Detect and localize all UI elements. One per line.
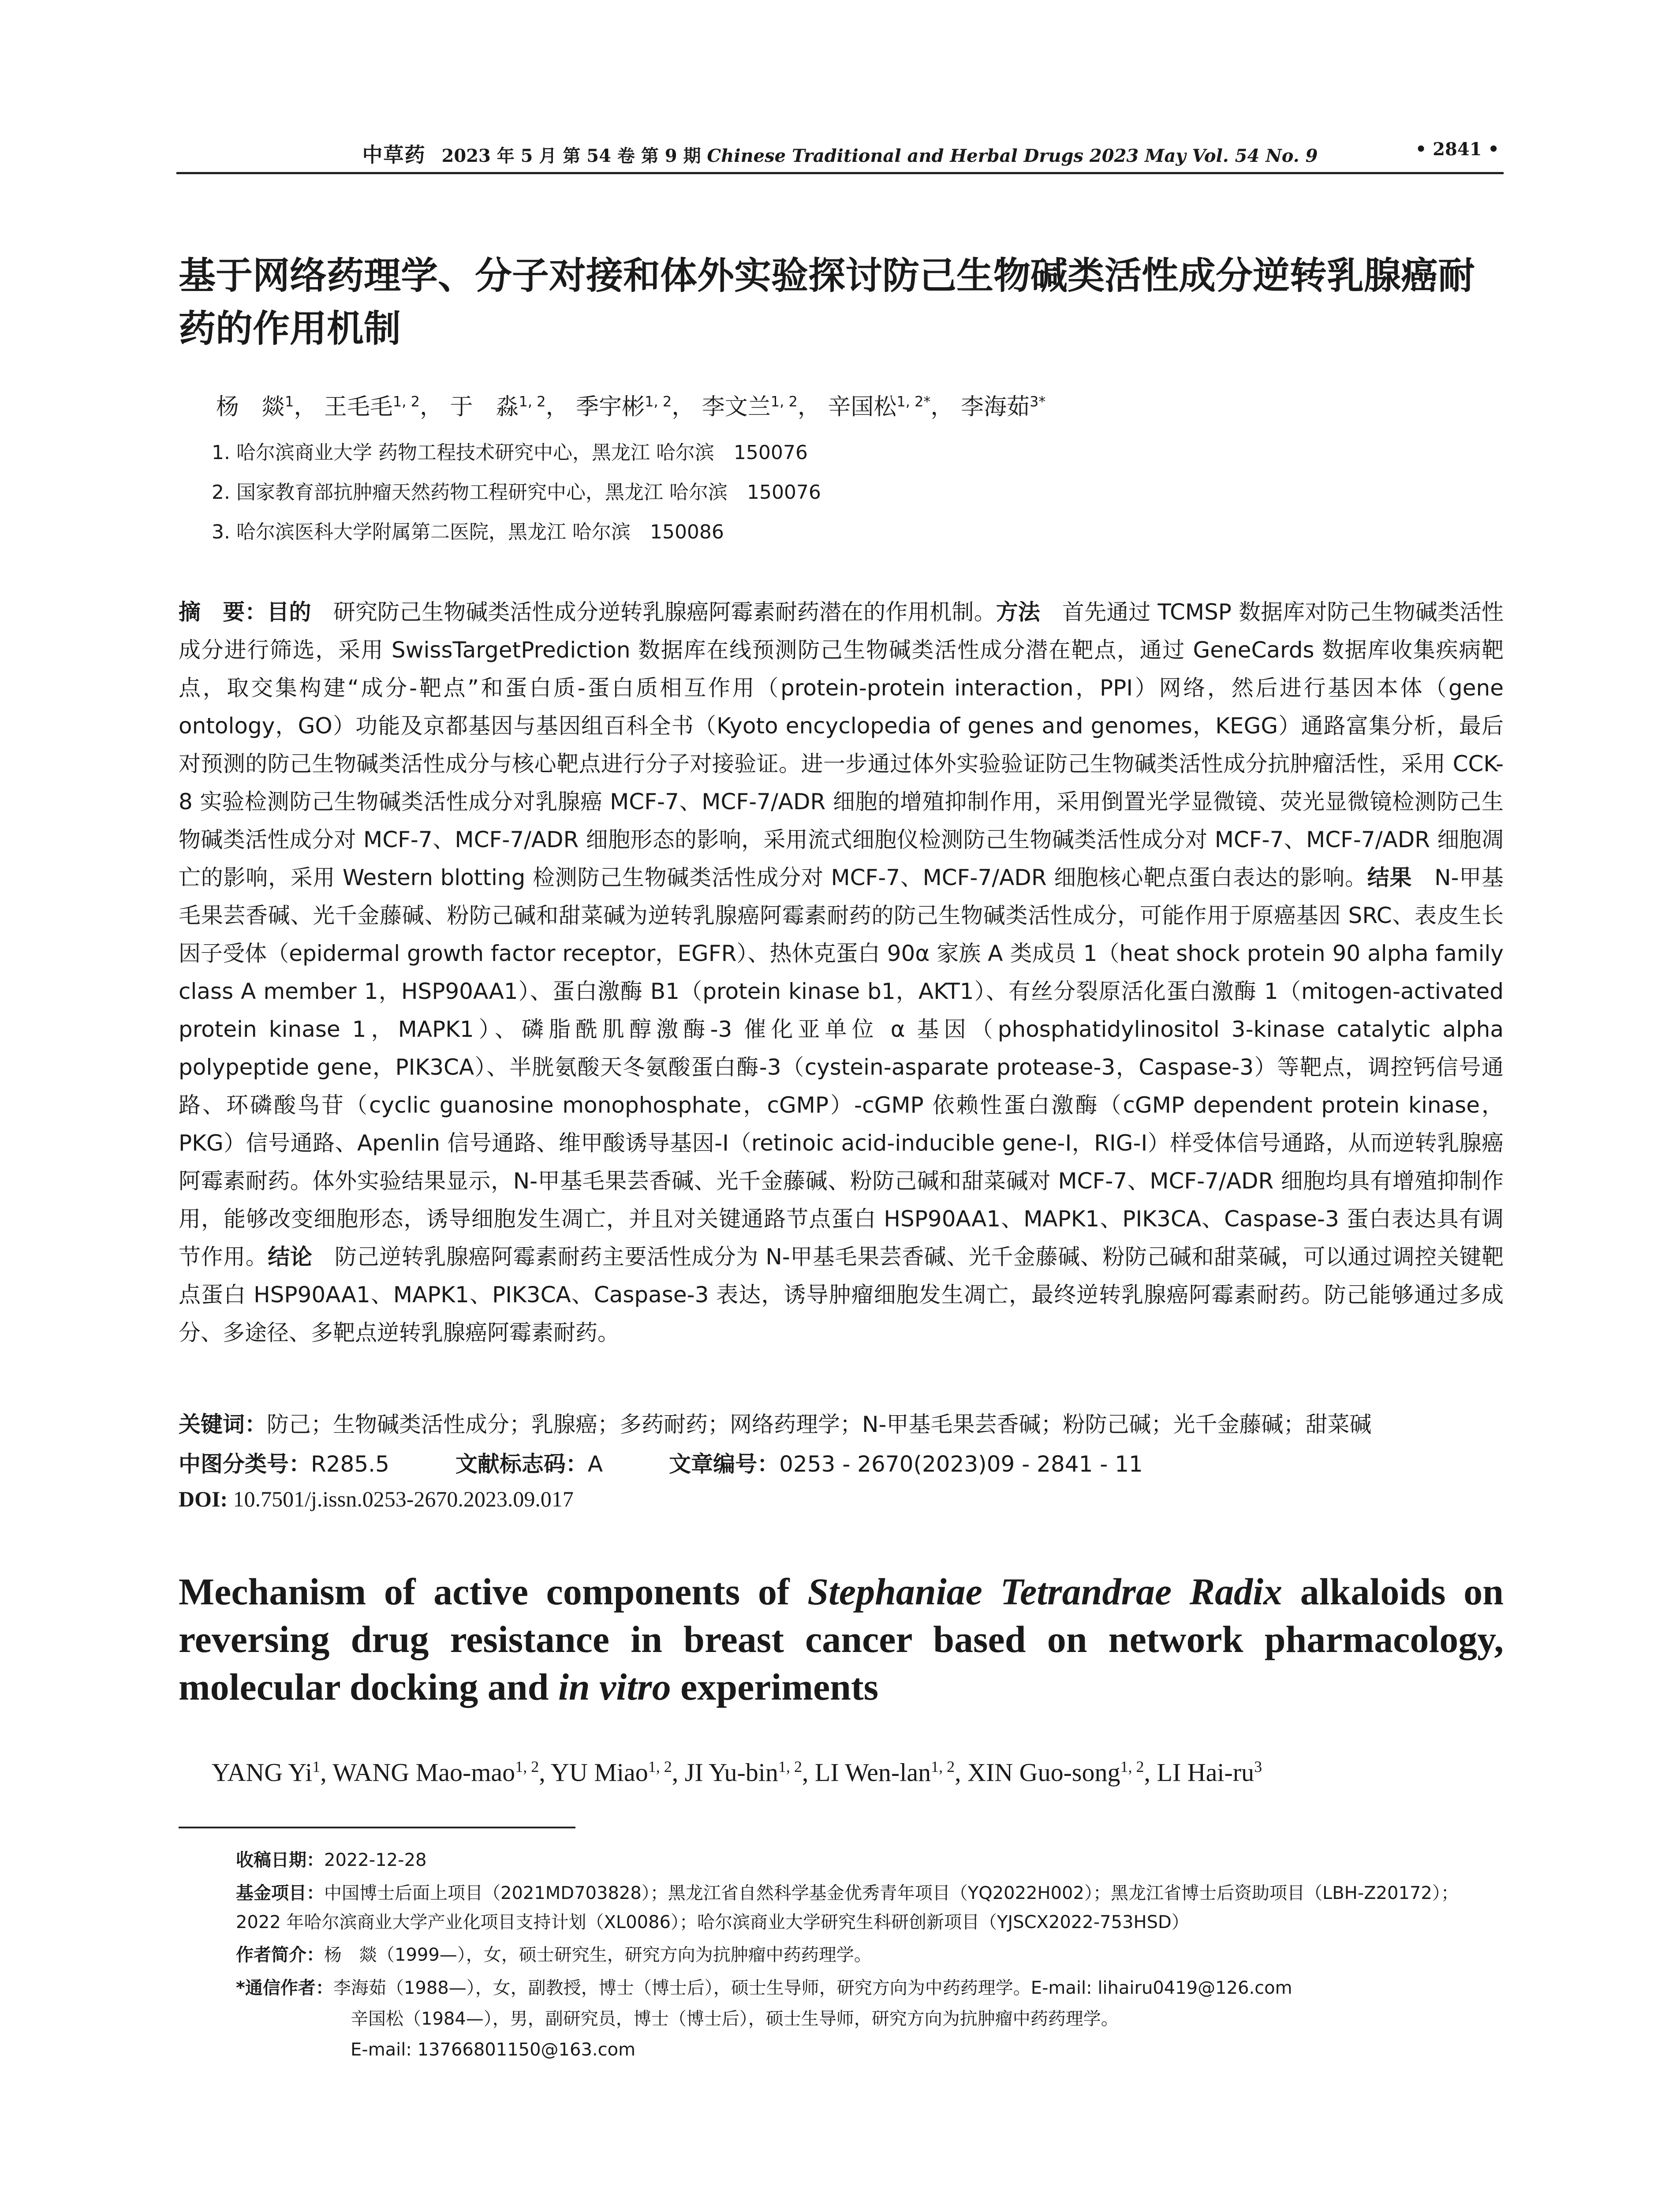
fund-text: 中国博士后面上项目（2021MD703828）；黑龙江省自然科学基金优秀青年项目（YQ2022H002）；黑龙江省博士后资助项目（LBH-Z20172）；2022 年哈尔滨商业大学产业化项目支持计划（XL0086）；哈尔滨商业大学研究生科研创新项目（YJSCX2022-753HSD） bbox=[236, 1883, 1459, 1932]
author-cn: 李文兰 bbox=[702, 394, 771, 420]
keywords-text: 防己；生物碱类活性成分；乳腺癌；多药耐药；网络药理学；N-甲基毛果芸香碱；粉防己碱；光千金藤碱；甜菜碱 bbox=[267, 1412, 1372, 1437]
doc-code-value: A bbox=[587, 1451, 603, 1477]
author-cn: 季宇彬 bbox=[576, 394, 645, 420]
received-date: 2022-12-28 bbox=[324, 1850, 427, 1870]
issue-cn: 2023 年 5 月 第 54 卷 第 9 期 bbox=[441, 146, 701, 166]
article-no-value: 0253 - 2670(2023)09 - 2841 - 11 bbox=[779, 1451, 1143, 1477]
footnote-received bbox=[236, 1846, 1501, 1875]
classification-line bbox=[179, 1446, 1504, 1478]
author-affil: 1, 2 bbox=[515, 1758, 539, 1775]
author-affil: 1 bbox=[285, 393, 294, 410]
journal-name-cn: 中草药 bbox=[362, 143, 426, 167]
journal-info bbox=[176, 139, 1504, 168]
bio-text: 杨 燚（1999—），女，硕士研究生，研究方向为抗肿瘤中药药理学。 bbox=[324, 1945, 872, 1965]
title-en bbox=[179, 1568, 1504, 1711]
author-cn: 李海茹 bbox=[960, 394, 1030, 420]
page-number: • 2841 • bbox=[1415, 139, 1499, 160]
author-affil: 3 bbox=[1254, 1758, 1262, 1775]
author-en: WANG Mao-mao bbox=[332, 1758, 515, 1787]
footnote-correspondence-2-email: E-mail: 13766801150@163.com bbox=[351, 2040, 636, 2060]
author-en: YU Miao bbox=[551, 1758, 648, 1787]
title-en-part: alkaloids on reversing drug resistance in breast cancer based on network pharmacology, molecular docking and bbox=[179, 1570, 1504, 1708]
author-affil: 1, 2 bbox=[648, 1758, 672, 1775]
doi-value: 10.7501/j.issn.0253-2670.2023.09.017 bbox=[233, 1487, 574, 1511]
fund-label: 基金项目： bbox=[236, 1883, 324, 1903]
received-label: 收稿日期： bbox=[236, 1850, 324, 1870]
keywords bbox=[179, 1407, 1504, 1439]
journal-name-en: Chinese Traditional and Herbal Drugs 2023 May Vol. 54 No. 9 bbox=[707, 146, 1318, 166]
author-en: XIN Guo-song bbox=[967, 1758, 1120, 1787]
author-affil: 3* bbox=[1029, 393, 1046, 410]
title-cn: 基于网络药理学、分子对接和体外实验探讨防己生物碱类活性成分逆转乳腺癌耐药的作用机制 bbox=[179, 254, 1475, 350]
title-en-part: Mechanism of active components of bbox=[179, 1570, 808, 1613]
author-en: LI Hai-ru bbox=[1157, 1758, 1254, 1787]
footnote-correspondence-2: 辛国松（1984—），男，副研究员，博士（博士后），硕士生导师，研究方向为抗肿瘤中药药理学。 bbox=[351, 2009, 1119, 2029]
author-cn: 杨 燚 bbox=[216, 394, 285, 420]
affiliation-1: 1. 哈尔滨商业大学 药物工程技术研究中心，黑龙江 哈尔滨 150076 bbox=[212, 441, 808, 464]
title-en-italic: Stephaniae Tetrandrae Radix bbox=[807, 1570, 1283, 1613]
author-en: LI Wen-lan bbox=[814, 1758, 931, 1787]
result-label: 结果 bbox=[1367, 865, 1412, 890]
author-affil: 1, 2 bbox=[519, 393, 546, 410]
authors-en: YANG Yi$^1$, WANG Mao-mao$^{1, 2}$, YU Miao$^{1, 2}$, JI Yu-bin$^{1, 2}$, LI Wen-lan$^{1, 2}$, XIN Guo-song$^{1, 2}$, LI Hai-$ru^3$ bbox=[212, 1758, 1262, 1787]
footnote-bio bbox=[236, 1940, 1501, 1970]
conclusion-text: 防己逆转乳腺癌阿霉素耐药主要活性成分为 N-甲基毛果芸香碱、光千金藤碱、粉防己碱和甜菜碱，可以通过调控关键靶点蛋白 HSP90AA1、MAPK1、PIK3CA、Caspase-3 表达，诱导肿瘤细胞发生凋亡，最终逆转乳腺癌阿霉素耐药。防己能够通过多成分、多途径、多靶点逆转乳腺癌阿霉素耐药。 bbox=[179, 1244, 1504, 1345]
objective-label: 目的 bbox=[267, 599, 311, 625]
footnote-divider bbox=[179, 1827, 575, 1828]
clc-label: 中图分类号： bbox=[179, 1451, 311, 1477]
doi-line bbox=[179, 1486, 1504, 1512]
authors-cn: 杨 燚$^1$， 王毛毛$^{1, 2}$， 于 淼$^{1, 2}$， 季宇彬$^{1, 2}$， 李文兰$^{1, 2}$， 辛国松$^{1, 2*}$， 李海茹$^{3*}$ bbox=[216, 393, 1046, 420]
keywords-label: 关键词： bbox=[179, 1412, 267, 1437]
author-affil: 1, 2 bbox=[778, 1758, 802, 1775]
affiliation-2: 2. 国家教育部抗肿瘤天然药物工程研究中心，黑龙江 哈尔滨 150076 bbox=[212, 481, 821, 504]
corr-1: 李海茹（1988—），女，副教授，博士（博士后），硕士生导师，研究方向为中药药理学。E-mail: lihairu0419@126.com bbox=[333, 1978, 1292, 1998]
abstract-cn bbox=[179, 593, 1504, 1352]
footnote-fund bbox=[236, 1879, 1501, 1937]
affiliation-3: 3. 哈尔滨医科大学附属第二医院，黑龙江 哈尔滨 150086 bbox=[212, 521, 724, 543]
author-affil: 1, 2 bbox=[645, 393, 672, 410]
objective-text: 研究防己生物碱类活性成分逆转乳腺癌阿霉素耐药潜在的作用机制。 bbox=[333, 599, 996, 625]
author-cn: 辛国松 bbox=[828, 394, 897, 420]
bio-label: 作者简介： bbox=[236, 1945, 324, 1965]
running-header bbox=[176, 139, 1504, 174]
author-affil: 1, 2* bbox=[896, 393, 931, 410]
corr-label: *通信作者： bbox=[236, 1978, 333, 1998]
author-cn: 王毛毛 bbox=[324, 394, 393, 420]
title-en-italic: in vitro bbox=[558, 1666, 671, 1708]
author-en: YANG Yi bbox=[212, 1758, 313, 1787]
doc-code-label: 文献标志码： bbox=[455, 1451, 588, 1477]
abstract-label: 摘 要： bbox=[179, 599, 267, 625]
article-no-label: 文章编号： bbox=[669, 1451, 780, 1477]
conclusion-label: 结论 bbox=[268, 1244, 313, 1270]
author-affil: 1 bbox=[312, 1758, 321, 1775]
method-text: 首先通过 TCMSP 数据库对防己生物碱类活性成分进行筛选，采用 SwissTargetPrediction 数据库在线预测防己生物碱类活性成分潜在靶点，通过 GeneCards 数据库收集疾病靶点，取交集构建“成分-靶点”和蛋白质-蛋白质相互作用（protein-protein interaction，PPI）网络，然后进行基因本体（gene ontology，GO）功能及京都基因与基因组百科全书（Kyoto encyclopedia of genes and genomes，KEGG）通路富集分析，最后对预测的防己生物碱类活性成分与核心靶点进行分子对接验证。进一步通过体外实验验证防己生物碱类活性成分抗肿瘤活性，采用 CCK-8 实验检测防己生物碱类活性成分对乳腺癌 MCF-7、MCF-7/ADR 细胞的增殖抑制作用，采用倒置光学显微镜、荧光显微镜检测防己生物碱类活性成分对 MCF-7、MCF-7/ADR 细胞形态的影响，采用流式细胞仪检测防己生物碱类活性成分对 MCF-7、MCF-7/ADR 细胞凋亡的影响，采用 Western blotting 检测防己生物碱类活性成分对 MCF-7、MCF-7/ADR 细胞核心靶点蛋白表达的影响。 bbox=[179, 599, 1504, 890]
author-affil: 1, 2 bbox=[1120, 1758, 1144, 1775]
footnote-correspondence bbox=[236, 1973, 1501, 2003]
author-cn: 于 淼 bbox=[450, 394, 519, 420]
author-affil: 1, 2 bbox=[770, 393, 798, 410]
author-affil: 1, 2 bbox=[392, 393, 420, 410]
method-label: 方法 bbox=[996, 599, 1040, 625]
doi-label: DOI: bbox=[179, 1487, 228, 1511]
title-en-part: experiments bbox=[671, 1666, 879, 1708]
author-en: JI Yu-bin bbox=[684, 1758, 778, 1787]
author-affil: 1, 2 bbox=[931, 1758, 955, 1775]
result-text: N-甲基毛果芸香碱、光千金藤碱、粉防己碱和甜菜碱为逆转乳腺癌阿霉素耐药的防己生物碱类活性成分，可能作用于原癌基因 SRC、表皮生长因子受体（epidermal growth factor receptor，EGFR）、热休克蛋白 90α 家族 A 类成员 1（heat shock protein 90 alpha family class A member 1，HSP90AA1）、蛋白激酶 B1（protein kinase b1，AKT1）、有丝分裂原活化蛋白激酶 1（mitogen-activated protein kinase 1，MAPK1）、磷脂酰肌醇激酶-3 催化亚单位 α 基因（phosphatidylinositol 3-kinase catalytic alpha polypeptide gene，PIK3CA）、半胱氨酸天冬氨酸蛋白酶-3（cystein-asparate protease-3，Caspase-3）等靶点，调控钙信号通路、环磷酸鸟苷（cyclic guanosine monophosphate，cGMP）-cGMP 依赖性蛋白激酶（cGMP dependent protein kinase，PKG）信号通路、Apenlin 信号通路、维甲酸诱导基因-I（retinoic acid-inducible gene-I，RIG-I）样受体信号通路，从而逆转乳腺癌阿霉素耐药。体外实验结果显示，N-甲基毛果芸香碱、光千金藤碱、粉防己碱和甜菜碱对 MCF-7、MCF-7/ADR 细胞均具有增殖抑制作用，能够改变细胞形态，诱导细胞发生凋亡，并且对关键通路节点蛋白 HSP90AA1、MAPK1、PIK3CA、Caspase-3 蛋白表达具有调节作用。 bbox=[179, 865, 1504, 1270]
clc-value: R285.5 bbox=[311, 1451, 389, 1477]
